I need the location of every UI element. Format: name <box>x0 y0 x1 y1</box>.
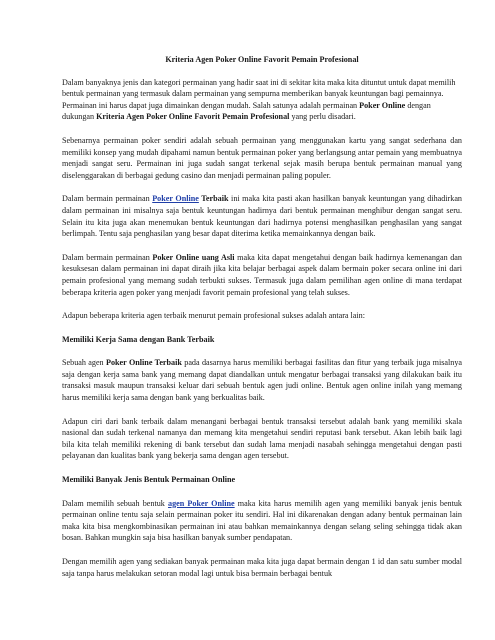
text-span: Dalam banyaknya jenis dan kategori permainan yang hadir saat ini di sekitar kita maka kita dituntut untuk dapat memilih bentuk permainan yang termasuk dalam permainan yang sempurna memberikan banyak keuntungan bagi pemainnya. Permainan ini harus dapat juga dimainkan dengan mudah. Salah satunya adalah permainan <box>62 77 456 110</box>
text-span: maka kita harus memilih agen yang memiliki banyak jenis bentuk permainan online tentu saja selain permainan poker itu sendiri. Hal ini dikarenakan dengan adany bentuk permainan lain maka kita bisa mengkombinasikan permainan ini atau bahkan memainkannya dengan selang seling sehingga tidak akan bosan. Bahkan mungkin saja bisa hasilkan banyak sumber pendapatan. <box>62 498 462 543</box>
text-span: maka kita dapat mengetahui dengan baik hadirnya kemenangan dan kesuksesan dalam permainan ini dapat diraih jika kita belajar berbagai aspek dalam bermain poker secara online ini dari pemain profesional yang memang sudah terbukti sukses. Termasuk juga dalam pemilihan agen online di mana terdapat beberapa kriteria agen poker yang menjadi favorit pemain profesional yang telah sukses. <box>62 252 462 297</box>
text-span: yang perlu disadari. <box>289 112 356 122</box>
text-span: Sebuah agen <box>62 358 106 368</box>
paragraph-poker-description: Sebenarnya permainan poker sendiri adalah sebuah permainan yang menggunakan kartu yang sangat sederhana dan memiliki konsep yang mudah dipahami namun bentuk permainan poker yang berlangsung antar pemain yang membuatnya menjadi sangat seru. Permainan ini juga sudah sangat terkenal sejak masih berupa bentuk permainan manual yang diselenggarakan di berbagai gedung casino dan menjadi permainan paling populer. <box>62 135 462 180</box>
paragraph-criteria-intro: Adapun beberapa kriteria agen terbaik menurut pemain profesional sukses adalah antara lain: <box>62 311 365 321</box>
text-span: Dalam bermain permainan <box>62 252 153 262</box>
section-heading-bank: Memiliki Kerja Sama dengan Bank Terbaik <box>62 334 215 344</box>
bold-text: Poker Online Terbaik <box>105 358 182 368</box>
agen-poker-online-link[interactable]: agen Poker Online <box>168 498 235 508</box>
bold-text: Poker Online <box>359 100 406 110</box>
paragraph-bank-traits: Adapun ciri dari bank terbaik dalam menangani berbagai bentuk transaksi tersebut adalah bank yang memiliki skala nasional dan sudah terkenal namanya dan memang kita mengetahui sendiri reputasi bank tersebut. Akan lebih baik lagi bila kita telah memiliki rekening di bank tersebut dan sudah lama menjadi nasabah sehingga mengetahui dengan pasti pelayanan dan kualitas bank yang bekerja sama dengan agen tersebut. <box>62 416 462 461</box>
paragraph-single-id: Dengan memilih agen yang sediakan banyak permainan maka kita juga dapat bermain dengan 1 id dan satu sumber modal saja tanpa harus melakukan setoran modal lagi untuk bisa bermain berbagai bentuk <box>62 557 462 578</box>
bold-text: Kriteria Agen Poker Online Favorit Pemain Profesional <box>96 112 290 122</box>
text-span: Dalam memilih sebuah bentuk <box>62 498 169 508</box>
paragraph-poker-benefits <box>62 193 462 239</box>
poker-online-link[interactable]: Poker Online <box>152 194 199 204</box>
bold-text: Poker Online uang Asli <box>152 252 235 262</box>
paragraph-bank-partner <box>62 357 462 403</box>
paragraph-real-money <box>62 252 462 298</box>
text-span: dengan dukungan <box>62 100 431 122</box>
text-span: pada dasarnya harus memiliki berbagai fasilitas dan fitur yang terbaik juga misalnya saja dengan kerja sama bank yang memang dapat diandalkan untuk mengatur berbagai transaksi yang dilakukan baik itu transaksi masuk maupun transaksi keluar dari sebuah bentuk agen judi online. Bentuk agen online inilah yang memang harus memiliki kerja sama dengan bank yang berkualitas baik. <box>62 358 462 403</box>
section-heading-games: Memiliki Banyak Jenis Bentuk Permainan Online <box>62 475 236 485</box>
paragraph-game-variety <box>62 498 462 544</box>
paragraph-intro <box>62 77 462 123</box>
document-body <box>62 54 462 591</box>
bold-text: Terbaik <box>198 194 229 204</box>
document-title: Kriteria Agen Poker Online Favorit Pemain Profesional <box>165 55 359 64</box>
text-span: Dalam bermain permainan <box>62 194 153 204</box>
text-span: ini maka kita pasti akan hasilkan banyak keuntungan yang dihadirkan dalam permainan ini misalnya saja bentuk keuntungan hadirnya dari bentuk permainan menghibur dengan sangat seru. Selain itu kita juga akan menemukan bentuk keuntungan dari hadirnya potensi menghasilkan penghasilan yang sangat berlimpah. Tentu saja penghasilan yang besar dapat diterima ketika memainkannya dengan baik. <box>62 194 462 239</box>
